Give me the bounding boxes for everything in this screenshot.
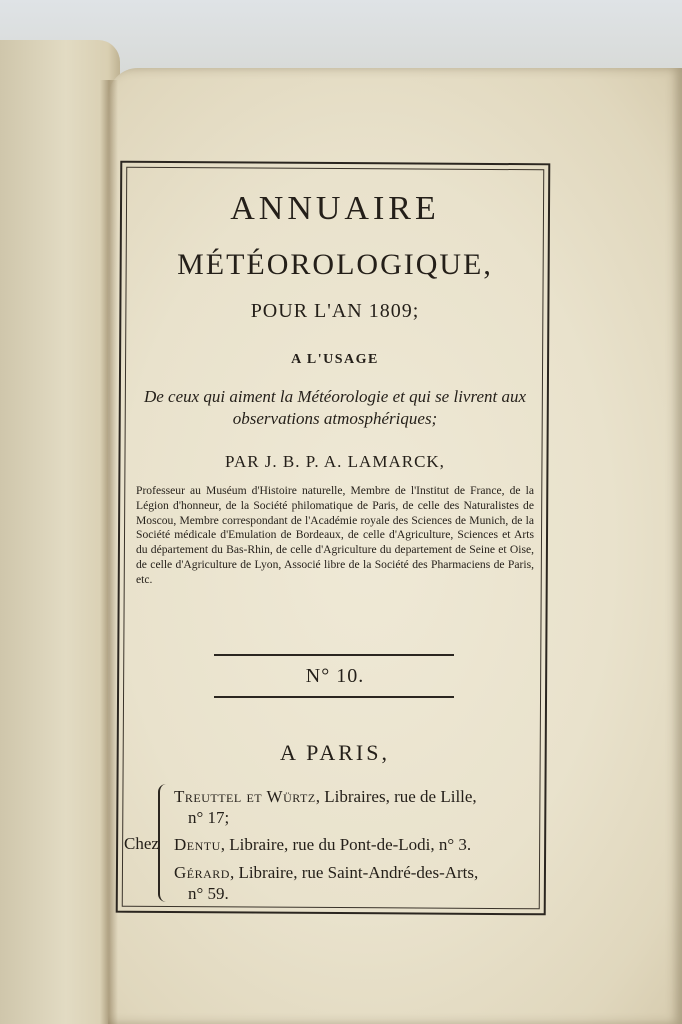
- publisher-2: [174, 835, 471, 855]
- title-line-1: ANNUAIRE: [230, 190, 440, 227]
- publisher-1: [174, 787, 477, 807]
- publisher-3-address-line-2: n° 59.: [188, 884, 229, 903]
- publisher-brace: [158, 784, 170, 902]
- publisher-3-address: , Libraire, rue Saint-André-des-Arts,: [229, 863, 479, 882]
- publisher-1-address-line-2: n° 17;: [188, 808, 230, 827]
- publisher-1-name: Treuttel et Würtz: [174, 787, 316, 806]
- author-qualifications: Professeur au Muséum d'Histoire naturelle, Membre de l'Institut de France, de la Légion d'honneur, de la Société philomatique de Paris, de celle des Naturalistes de Moscou, Membre correspondant de l'Académie royale des Sciences de Munich, de la Société médicale d'Emulation de Bordeaux, de celle d'Agriculture, Sciences et Arts du département du Bas-Rhin, de celle d'Agriculture du departement de Seine et Oise, de celle d'Agriculture de Lyon, Associé libre de la Société des Pharmaciens de Paris, etc.: [136, 484, 534, 586]
- imprint-city: A PARIS,: [279, 740, 390, 765]
- usage-description: De ceux qui aiment la Météorologie et qui se livrent aux observations atmosphériques;: [143, 387, 527, 428]
- publisher-2-address: , Libraire, rue du Pont-de-Lodi, n° 3.: [220, 835, 472, 854]
- usage-heading: A L'USAGE: [291, 352, 379, 367]
- rule-below-number: [214, 696, 454, 698]
- imprint-chez: Chez: [124, 834, 159, 853]
- author-byline: PAR J. B. P. A. LAMARCK,: [225, 452, 445, 471]
- title-line-2: MÉTÉOROLOGIQUE,: [177, 248, 493, 281]
- issue-number: N° 10.: [305, 665, 365, 687]
- rule-above-number: [214, 654, 454, 656]
- title-subtitle: POUR L'AN 1809;: [250, 300, 420, 322]
- publisher-3-name: Gérard: [174, 863, 230, 882]
- publisher-3: [174, 863, 478, 883]
- publisher-1-address: , Libraires, rue de Lille,: [315, 787, 477, 806]
- publisher-2-name: Dentu: [174, 835, 221, 854]
